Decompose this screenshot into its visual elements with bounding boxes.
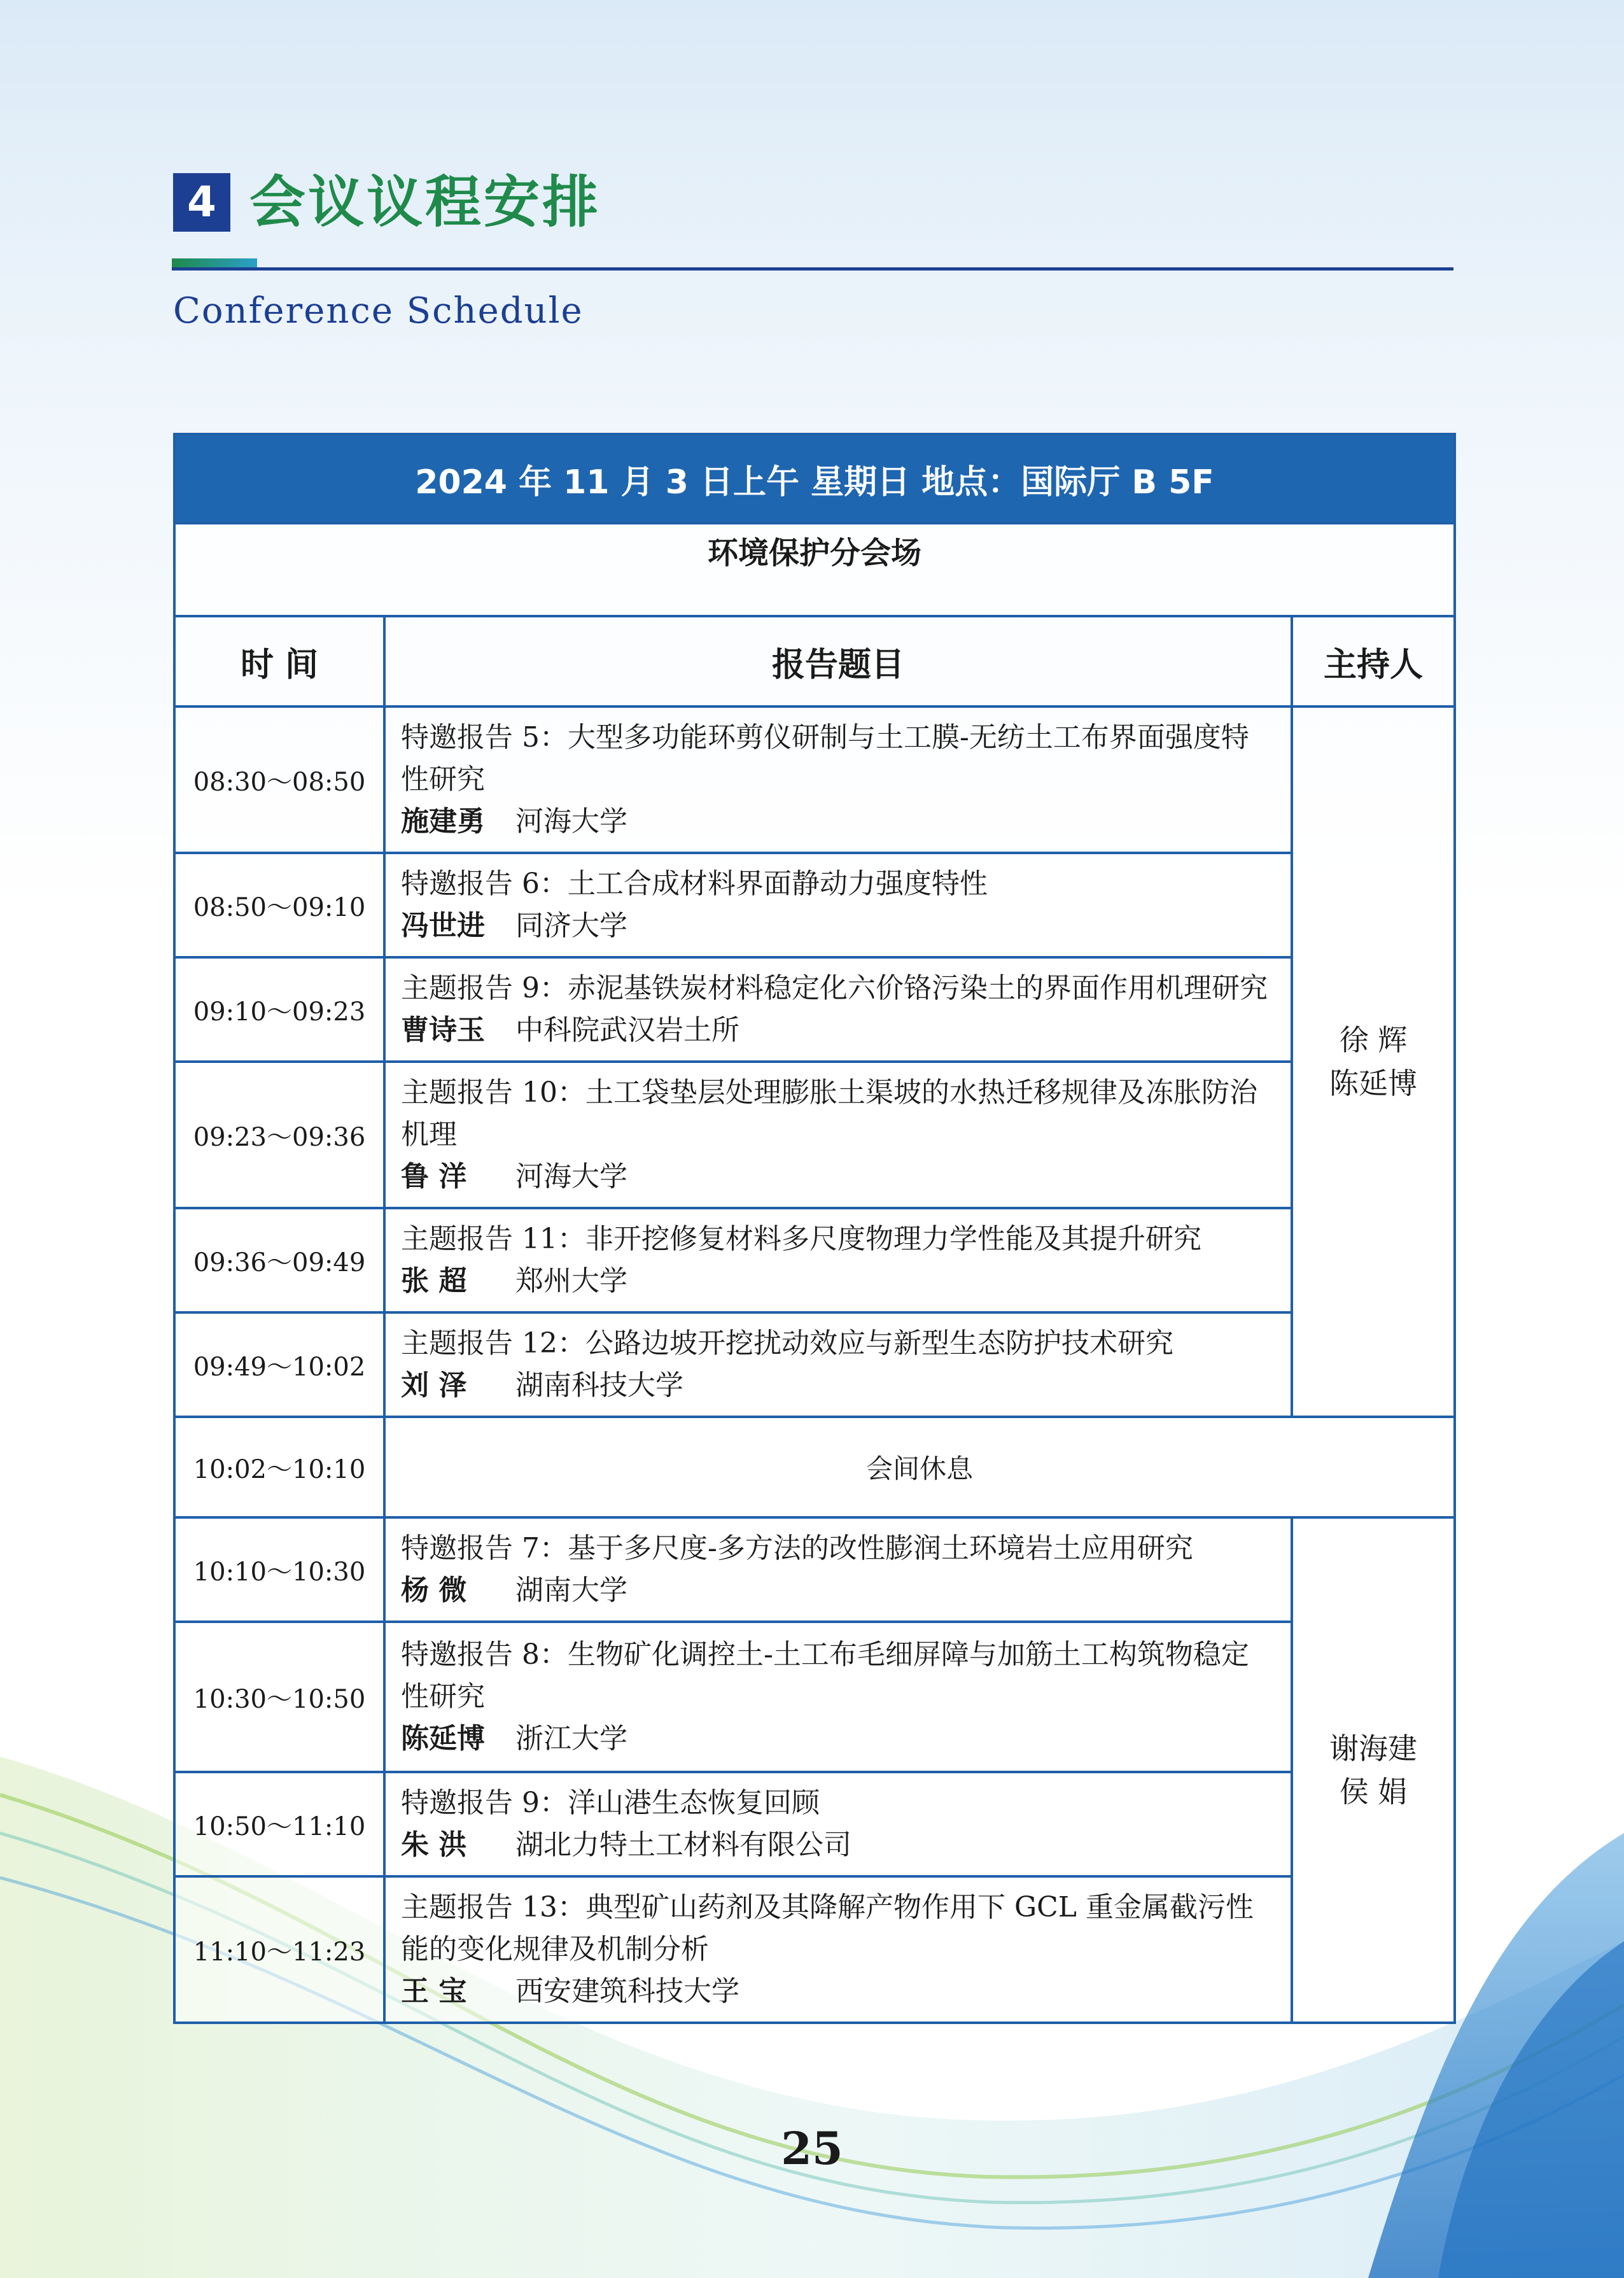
- host-name: 谢海建: [1329, 1731, 1417, 1766]
- time-cell: 09:23～09:36: [174, 1062, 384, 1208]
- speaker-affiliation: 湖南科技大学: [515, 1369, 683, 1402]
- report-title: 主题报告 12：公路边坡开挖扰动效应与新型生态防护技术研究: [401, 1327, 1173, 1360]
- time-cell: 11:10～11:23: [174, 1876, 384, 2023]
- speaker-line: [401, 1718, 1275, 1760]
- topic-cell: [384, 1062, 1292, 1208]
- speaker-line: [401, 1260, 1275, 1302]
- speaker-affiliation: 中科院武汉岩土所: [515, 1014, 739, 1046]
- host-name: 徐 辉: [1339, 1023, 1408, 1057]
- table-row: [174, 1312, 1455, 1417]
- speaker-affiliation: 湖北力特土工材料有限公司: [515, 1829, 851, 1861]
- speaker-affiliation: 湖南大学: [515, 1574, 627, 1607]
- page-number: 25: [781, 2122, 843, 2175]
- table-row: [174, 957, 1455, 1062]
- report-title: 特邀报告 6：土工合成材料界面静动力强度特性: [401, 868, 988, 900]
- report-title: 主题报告 11：非开挖修复材料多尺度物理力学性能及其提升研究: [401, 1223, 1201, 1255]
- speaker-name: 曹诗玉: [401, 1014, 485, 1046]
- speaker-name: 张 超: [401, 1265, 467, 1297]
- speaker-line: [401, 1009, 1275, 1051]
- section-subtitle-en: Conference Schedule: [173, 290, 584, 332]
- speaker-name: 施建勇: [401, 805, 485, 838]
- speaker-name: 朱 洪: [401, 1829, 467, 1861]
- report-title: 主题报告 9：赤泥基铁炭材料稳定化六价铬污染土的界面作用机理研究: [401, 972, 1268, 1004]
- header-topic: 报告题目: [384, 616, 1292, 707]
- report-title: 特邀报告 8：生物矿化调控土-土工布毛细屏障与加筋土工构筑物稳定性研究: [401, 1638, 1249, 1713]
- date-location-row: [174, 434, 1455, 523]
- time-cell: 08:50～09:10: [174, 853, 384, 957]
- venue-row: [174, 523, 1455, 616]
- speaker-line: [401, 1971, 1275, 2013]
- section-title: 会议议程安排: [249, 169, 601, 235]
- topic-cell: [384, 1876, 1292, 2023]
- table-header-row: [174, 616, 1455, 707]
- speaker-line: [401, 801, 1275, 843]
- section-number-badge: 4: [173, 173, 230, 232]
- time-cell: 09:36～09:49: [174, 1208, 384, 1312]
- host-cell: [1292, 707, 1455, 1417]
- break-row: [174, 1417, 1455, 1517]
- speaker-name: 刘 泽: [401, 1369, 467, 1402]
- speaker-name: 王 宝: [401, 1975, 467, 2007]
- topic-cell: [384, 707, 1292, 853]
- topic-cell: [384, 1208, 1292, 1312]
- speaker-line: [401, 1156, 1275, 1198]
- speaker-affiliation: 河海大学: [515, 1160, 627, 1193]
- topic-cell: [384, 853, 1292, 957]
- break-label: 会间休息: [384, 1417, 1455, 1517]
- speaker-line: [401, 1824, 1275, 1866]
- header-host: 主持人: [1292, 616, 1455, 707]
- report-title: 特邀报告 5：大型多功能环剪仪研制与土工膜-无纺土工布界面强度特性研究: [401, 721, 1249, 796]
- time-cell: 10:30～10:50: [174, 1622, 384, 1772]
- report-title: 主题报告 13：典型矿山药剂及其降解产物作用下 GCL 重金属截污性能的变化规律及机制分析: [401, 1891, 1254, 1965]
- speaker-line: [401, 905, 1275, 947]
- time-cell: 10:10～10:30: [174, 1517, 384, 1622]
- table-row: [174, 1208, 1455, 1312]
- time-cell: 08:30～08:50: [174, 707, 384, 853]
- host-cell: [1292, 1517, 1455, 2023]
- speaker-affiliation: 西安建筑科技大学: [515, 1975, 739, 2007]
- table-row: [174, 1062, 1455, 1208]
- speaker-affiliation: 郑州大学: [515, 1265, 627, 1297]
- host-name: 陈延博: [1329, 1066, 1417, 1100]
- time-cell: 10:02～10:10: [174, 1417, 384, 1517]
- date-location: 2024 年 11 月 3 日上午 星期日 地点：国际厅 B 5F: [174, 434, 1455, 523]
- time-cell: 10:50～11:10: [174, 1772, 384, 1876]
- table-row: [174, 853, 1455, 957]
- speaker-name: 冯世进: [401, 910, 485, 942]
- report-title: 特邀报告 7：基于多尺度-多方法的改性膨润土环境岩土应用研究: [401, 1532, 1193, 1564]
- table-row: [174, 1622, 1455, 1772]
- time-cell: 09:10～09:23: [174, 957, 384, 1062]
- topic-cell: [384, 1772, 1292, 1876]
- topic-cell: [384, 1622, 1292, 1772]
- speaker-affiliation: 河海大学: [515, 805, 627, 838]
- section-header: [172, 165, 1453, 356]
- title-underline: [172, 267, 1453, 271]
- table-row: [174, 1517, 1455, 1622]
- time-cell: 09:49～10:02: [174, 1312, 384, 1417]
- speaker-name: 杨 微: [401, 1574, 467, 1607]
- speaker-name: 鲁 洋: [401, 1160, 467, 1193]
- venue-name: 环境保护分会场: [174, 523, 1455, 616]
- table-row: [174, 1772, 1455, 1876]
- table-row: [174, 1876, 1455, 2023]
- report-title: 特邀报告 9：洋山港生态恢复回顾: [401, 1787, 820, 1819]
- speaker-line: [401, 1570, 1275, 1612]
- speaker-affiliation: 浙江大学: [515, 1722, 627, 1755]
- title-accent-bar: [172, 258, 257, 267]
- speaker-line: [401, 1365, 1275, 1407]
- topic-cell: [384, 1312, 1292, 1417]
- host-name: 侯 娟: [1339, 1775, 1408, 1809]
- topic-cell: [384, 1517, 1292, 1622]
- table-row: [174, 707, 1455, 853]
- report-title: 主题报告 10：土工袋垫层处理膨胀土渠坡的水热迁移规律及冻胀防治机理: [401, 1076, 1257, 1151]
- speaker-name: 陈延博: [401, 1722, 485, 1755]
- header-time: 时 间: [174, 616, 384, 707]
- schedule-table: [173, 433, 1456, 2024]
- topic-cell: [384, 957, 1292, 1062]
- speaker-affiliation: 同济大学: [515, 910, 627, 942]
